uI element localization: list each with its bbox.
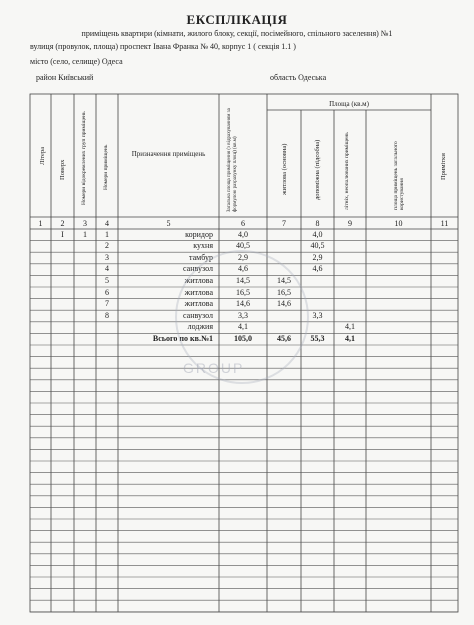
col-header-total-area: Загальна площа приміщення (з відрахуванням за формулою разрахунку площ) (кв.м): [227, 108, 238, 212]
table-cell-total: 4,1: [238, 322, 248, 332]
table-cell-no: [96, 321, 118, 333]
table-cell-name: тамбур: [189, 252, 213, 262]
table-cell-total: 4,6: [238, 264, 248, 274]
col-header-aux: допоміжна (підсобна): [314, 139, 321, 200]
table-cell-group: [74, 240, 96, 252]
table-cell-name: коридор: [185, 229, 213, 239]
table-cell-name: кухня: [193, 241, 213, 251]
table-cell-name: лоджия: [187, 322, 213, 332]
table-cell-name: Всього по кв.№1: [152, 333, 213, 343]
col-number: 6: [241, 219, 245, 228]
table-cell-living: 14,5: [277, 275, 291, 285]
col-header-floor: Поверх: [59, 159, 66, 180]
table-cell-total: 14,5: [236, 275, 250, 285]
watermark-text: GROUP: [183, 360, 245, 376]
col-number: 11: [440, 219, 449, 228]
table-cell-group: [74, 275, 96, 287]
table-cell-total: 105,0: [234, 333, 252, 343]
table-cell-floor: [51, 252, 74, 264]
table-cell-summer: [334, 298, 366, 310]
col-header-letter: Літера: [39, 146, 46, 165]
table-cell-no: 5: [105, 275, 109, 285]
table-cell-name: житлова: [184, 275, 213, 285]
table-cell-no: 2: [105, 241, 109, 251]
table-cell-group: [74, 252, 96, 264]
col-header-notes: Примітки: [440, 153, 447, 180]
table-cell-total: 2,9: [238, 252, 248, 262]
col-header-group: Номери відокремлених груп приміщень: [81, 111, 87, 205]
table-cell-summer: [334, 263, 366, 275]
col-number: 8: [315, 219, 320, 228]
col-header-summer: літніх, неопалюваних приміщень: [344, 132, 350, 210]
col-number: 3: [83, 219, 87, 228]
table-cell-group: [74, 321, 96, 333]
table-cell-total: 40,5: [236, 241, 250, 251]
table-cell-aux: 55,3: [310, 333, 325, 343]
table-cell-living: [267, 229, 301, 241]
table-cell-floor: [51, 275, 74, 287]
table-cell-floor: [51, 287, 74, 299]
table-cell-aux: 4,6: [312, 264, 323, 274]
table-cell-total: 16,5: [236, 287, 250, 297]
table-cell-group: [74, 263, 96, 275]
street-line: вулиця (провулок, площа) проспект Івана Франка № 40, корпус 1 ( секція 1.1 ): [30, 42, 296, 51]
table-cell-total: 4,0: [238, 229, 248, 239]
col-number: 4: [105, 219, 109, 228]
col-header-living: житлова (основна): [281, 143, 288, 195]
table-cell-no: 3: [105, 252, 109, 262]
table-cell-name: санвузол: [183, 310, 213, 320]
table-cell-floor: [51, 310, 74, 322]
district-line: район Київський: [36, 73, 94, 82]
table-cell-name: житлова: [184, 299, 213, 309]
table-cell-group: [74, 310, 96, 322]
table-cell-aux: 40,5: [310, 241, 325, 251]
table-cell-living: [267, 240, 301, 252]
table-cell-summer: [334, 275, 366, 287]
table-cell-living: 14,6: [277, 299, 291, 309]
table-cell-aux: 2,9: [312, 252, 323, 262]
col-header-purpose: Призначення приміщень: [131, 150, 206, 158]
table-cell-no: 4: [105, 264, 109, 274]
col-header-room-no: Номери приміщень: [103, 144, 109, 190]
table-cell-name: житлова: [184, 287, 213, 297]
col-number: 7: [282, 219, 286, 228]
table-cell-group: [74, 298, 96, 310]
table-cell-floor: [51, 298, 74, 310]
col-number: 5: [166, 219, 171, 228]
document-subtitle: приміщень квартири (кімнати, жилого блоку, секції, посімейного, спільного заселення) №1: [81, 29, 393, 38]
oblast-line: область Одеська: [270, 73, 327, 82]
table-cell-no: 8: [105, 310, 109, 320]
col-header-common: площа приміщень загального користування: [393, 141, 405, 210]
table-cell-summer: [334, 240, 366, 252]
col-header-area-group: Площа (кв.м): [329, 100, 369, 108]
table-cell-aux: 3,3: [312, 310, 323, 320]
table-cell-name: санвузол: [183, 264, 213, 274]
table-cell-total: 3,3: [238, 310, 248, 320]
table-cell-summer: [334, 310, 366, 322]
table-cell-group: 1: [83, 229, 87, 239]
col-number: 2: [60, 219, 65, 228]
table-cell-summer: [334, 252, 366, 264]
table-cell-floor: [51, 321, 74, 333]
table-cell-living: 45,6: [277, 333, 291, 343]
col-number: 10: [394, 219, 403, 228]
table-cell-summer: 4,1: [345, 333, 355, 343]
table-cell-no: 1: [105, 229, 109, 239]
table-cell-total: 14,6: [236, 299, 250, 309]
document-title: ЕКСПЛІКАЦІЯ: [186, 12, 288, 27]
table-cell-summer: [334, 287, 366, 299]
col-number: 9: [348, 219, 352, 228]
table-cell-summer: [334, 229, 366, 241]
table-cell-aux: [301, 275, 334, 287]
col-number: 1: [38, 219, 43, 228]
table-cell-aux: 4,0: [312, 229, 323, 239]
table-cell-floor: [51, 263, 74, 275]
table-cell-no: 6: [105, 287, 109, 297]
table-cell-floor: I: [61, 229, 64, 239]
table-cell-summer: 4,1: [345, 322, 355, 332]
table-cell-group: [74, 287, 96, 299]
city-line: місто (село, селище) Одеса: [30, 57, 123, 66]
table-cell-living: 16,5: [277, 287, 291, 297]
table-cell-no: 7: [105, 299, 109, 309]
table-cell-floor: [51, 240, 74, 252]
